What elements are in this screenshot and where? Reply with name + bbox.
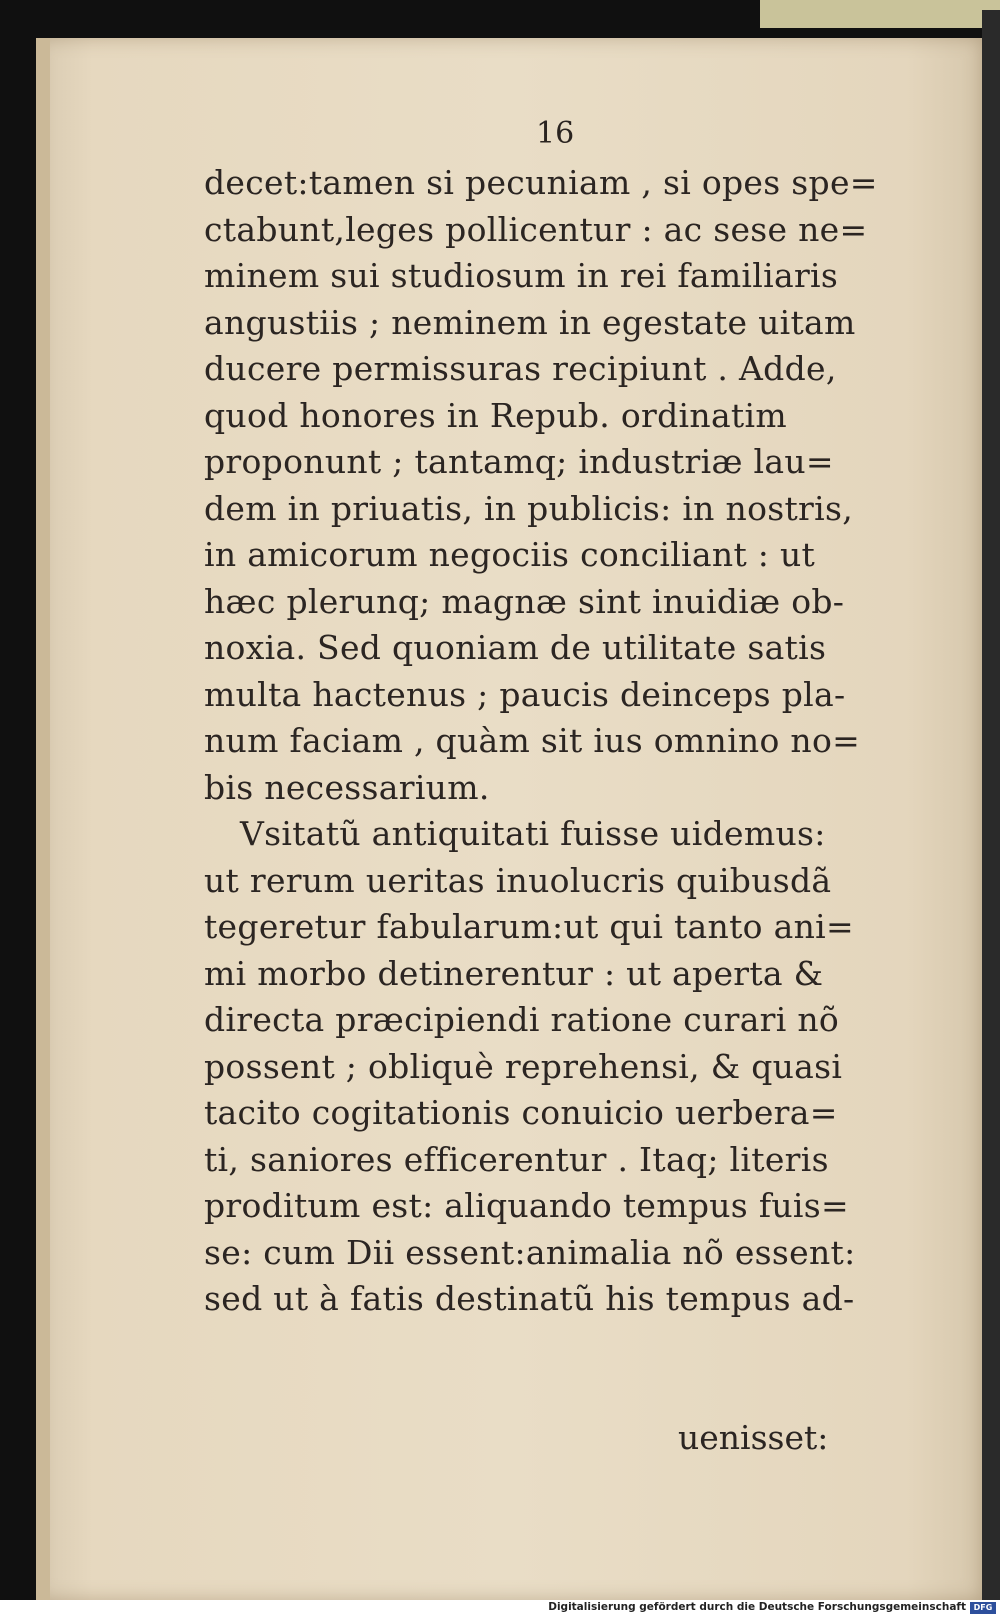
catchword: uenisset: xyxy=(678,1418,829,1457)
text-line: ut rerum ueritas inuolucris quibusdã xyxy=(204,860,832,900)
paragraph-start-line: Vsitatũ antiquitati fuisse uidemus: xyxy=(240,814,826,853)
text-line: hæc plerunq; magnæ sint inuidiæ ob- xyxy=(204,581,845,621)
adjacent-page-edge xyxy=(760,0,1000,28)
page-text xyxy=(204,160,924,1323)
text-line: proditum est: aliquando tempus fuis= xyxy=(204,1186,849,1225)
book-page xyxy=(36,38,982,1600)
text-line: directa præcipiendi ratione curari nõ xyxy=(204,1000,840,1039)
text-line: se: cum Dii essent:animalia nõ essent: xyxy=(204,1232,856,1272)
text-line: tegeretur fabularum:ut qui tanto ani= xyxy=(204,907,854,946)
text-line: minem sui studiosum in rei familiaris xyxy=(204,256,839,295)
text-line: tacito cogitationis conuicio uerbera= xyxy=(204,1093,838,1132)
text-line: noxia. Sed quoniam de utilitate satis xyxy=(204,628,827,667)
text-line: angustiis ; neminem in egestate uitam xyxy=(204,302,856,342)
text-line: bis necessarium. xyxy=(204,767,490,807)
text-line: proponunt ; tantamq; industriæ lau= xyxy=(204,442,834,481)
text-line: ducere permissuras recipiunt . Adde, xyxy=(204,349,837,388)
text-line: decet:tamen si pecuniam , si opes spe= xyxy=(204,163,878,202)
text-line: mi morbo detinerentur : ut aperta & xyxy=(204,953,824,993)
page-edge-stain xyxy=(36,38,50,1600)
text-line: ti, saniores efficerentur . Itaq; literis xyxy=(204,1139,829,1179)
text-line: ctabunt,leges pollicentur : ac sese ne= xyxy=(204,209,868,249)
dfg-logo-icon: DFG xyxy=(970,1602,996,1614)
page-number: 16 xyxy=(536,116,575,151)
book-spine-shadow xyxy=(982,10,1000,1600)
text-line: sed ut à fatis destinatũ his tempus ad- xyxy=(204,1279,855,1318)
text-line: num faciam , quàm sit ius omnino no= xyxy=(204,721,861,760)
text-line: possent ; obliquè reprehensi, & quasi xyxy=(204,1046,843,1086)
text-line: dem in priuatis, in publicis: in nostris, xyxy=(204,488,853,528)
funding-credit: Digitalisierung gefördert durch die Deutsche Forschungsgemeinschaft xyxy=(548,1601,966,1613)
text-line: in amicorum negociis conciliant : ut xyxy=(204,535,816,574)
text-line: quod honores in Repub. ordinatim xyxy=(204,395,787,435)
footer-bar xyxy=(0,1600,1000,1617)
text-line: multa hactenus ; paucis deinceps pla- xyxy=(204,674,846,714)
